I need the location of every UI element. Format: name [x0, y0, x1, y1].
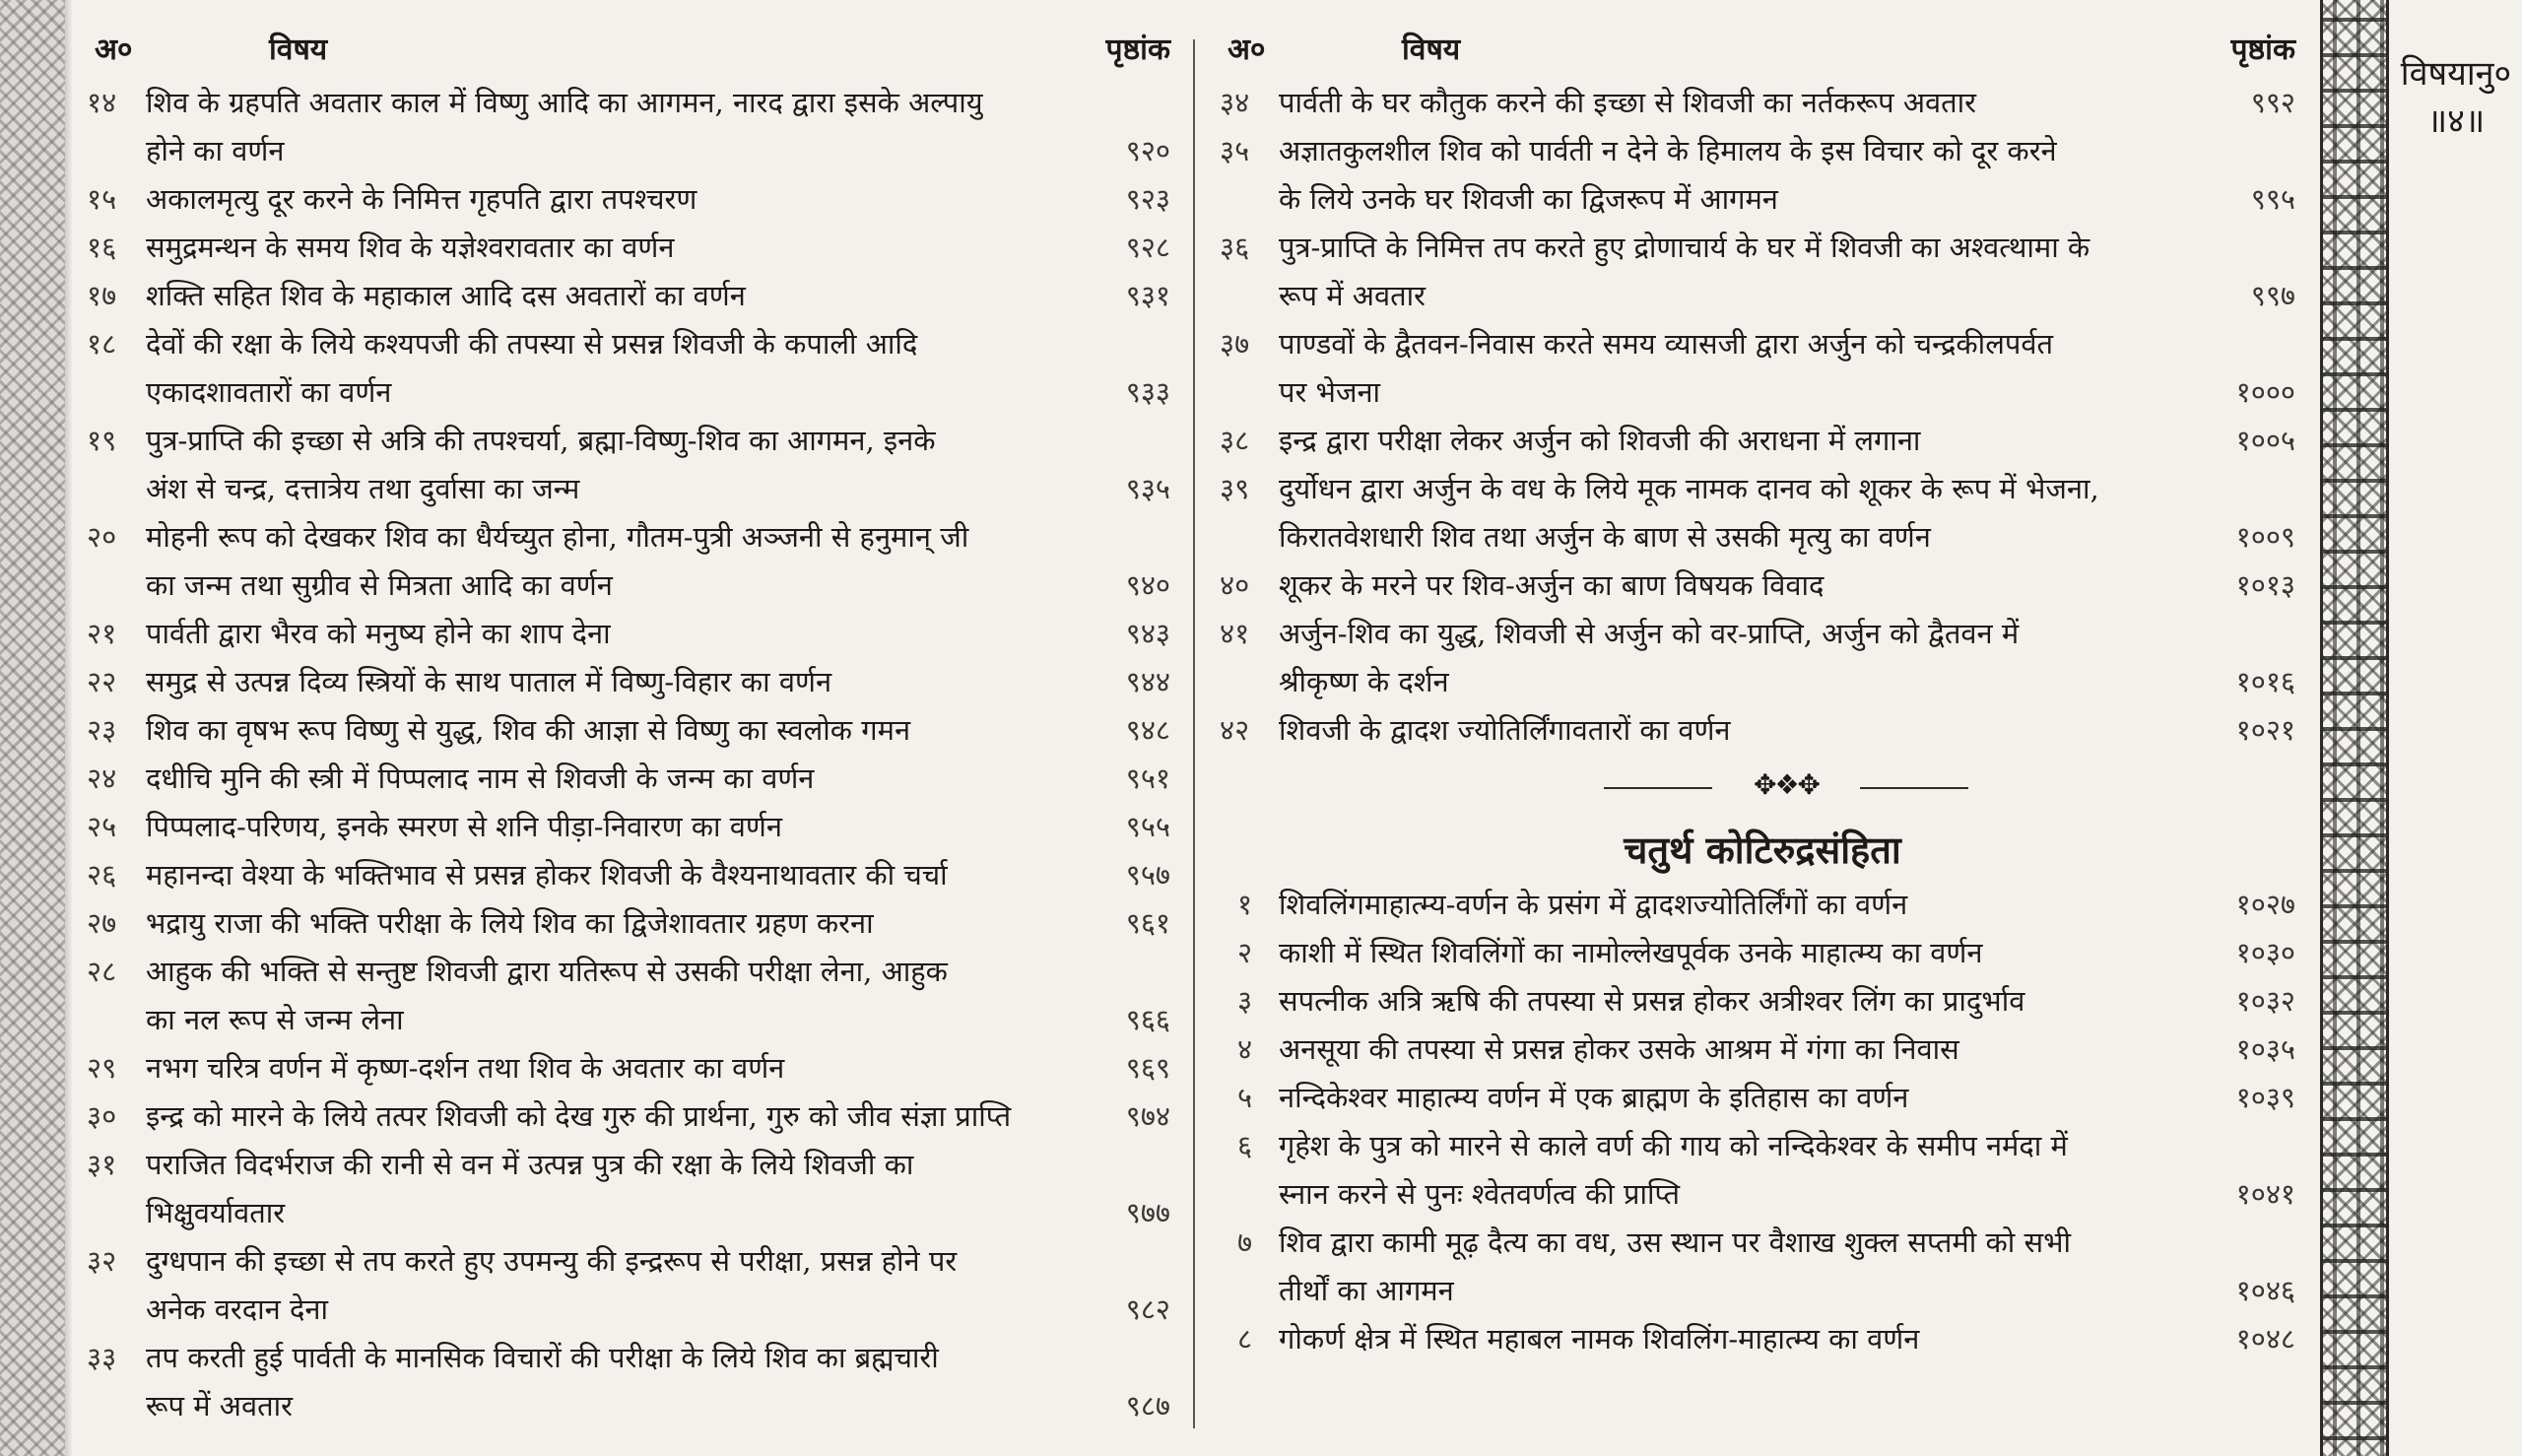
- header-chapter-label: अ०: [1228, 33, 1266, 67]
- toc-entry-page: ९९२: [2250, 86, 2295, 119]
- toc-entry-text: रूप में अवतार: [1279, 279, 1426, 312]
- toc-entry-number: ५: [1237, 1081, 1253, 1114]
- toc-entry-page: १०३०: [2235, 936, 2295, 969]
- toc-entry-number: २: [1237, 936, 1253, 969]
- toc-entry-number: २७: [87, 906, 117, 940]
- toc-entry-number: ३४: [1220, 86, 1250, 119]
- toc-entry-page: ९८७: [1125, 1389, 1170, 1423]
- toc-entry-number: ३८: [1220, 424, 1250, 457]
- toc-entry-page: १०३९: [2235, 1081, 2295, 1114]
- toc-entry: [87, 706, 1170, 755]
- toc-entry-page: ९५१: [1125, 761, 1170, 795]
- side-running-label: [2392, 51, 2520, 145]
- toc-entry-text: दुर्योधन द्वारा अर्जुन के वध के लिये मूक नामक दानव को शूकर के रूप में भेजना,: [1279, 472, 2099, 505]
- toc-entry-text: सपत्नीक अत्रि ऋषि की तपस्या से प्रसन्न होकर अत्रीश्वर लिंग का प्रादुर्भाव: [1279, 984, 2025, 1018]
- toc-entry: [87, 658, 1170, 706]
- toc-entry: [1220, 320, 2295, 417]
- toc-entry-text: श्रीकृष्ण के दर्शन: [1279, 665, 1449, 698]
- toc-entry-text: इन्द्र को मारने के लिये तत्पर शिवजी को देख गुरु की प्रार्थना, गुरु को जीव संज्ञा प्राप्ति: [146, 1099, 1012, 1133]
- toc-entry-number: २८: [87, 955, 117, 988]
- toc-entry: [1220, 881, 2295, 929]
- toc-entry-page: १०४१: [2235, 1177, 2295, 1211]
- toc-entry-text: पर भेजना: [1279, 375, 1381, 409]
- toc-entry-number: २९: [87, 1051, 117, 1085]
- toc-entry-number: २४: [87, 761, 117, 795]
- toc-entry-text: पिप्पलाद-परिणय, इनके स्मरण से शनि पीड़ा-निवारण का वर्णन: [146, 810, 782, 843]
- toc-entry-number: १८: [87, 327, 117, 361]
- toc-entry-number: २६: [87, 858, 117, 892]
- toc-entry: [1220, 1074, 2295, 1122]
- toc-entry-page: १०३२: [2235, 984, 2295, 1018]
- toc-entry: [1220, 1219, 2295, 1315]
- section-separator-ornament: [1220, 761, 2295, 820]
- toc-entry-text: अनेक वरदान देना: [146, 1292, 328, 1326]
- toc-entry-number: ३९: [1220, 472, 1250, 505]
- toc-entry-text: पार्वती के घर कौतुक करने की इच्छा से शिवजी का नर्तकरूप अवतार: [1279, 86, 1977, 119]
- toc-entry-number: ३६: [1220, 231, 1250, 264]
- toc-entry: [87, 175, 1170, 224]
- toc-entry-text: शूकर के मरने पर शिव-अर्जुन का बाण विषयक विवाद: [1279, 568, 1825, 602]
- toc-entry-page: १०२७: [2235, 888, 2295, 921]
- toc-entry-number: १९: [87, 424, 117, 457]
- toc-entry-text: भिक्षुवर्यावतार: [146, 1196, 286, 1229]
- toc-entry-text: शिव द्वारा कामी मूढ़ दैत्य का वध, उस स्थान पर वैशाख शुक्ल सप्तमी को सभी: [1279, 1225, 2071, 1259]
- toc-entry-page: ९६६: [1125, 1003, 1170, 1036]
- toc-entry-number: १७: [87, 279, 117, 312]
- toc-entry-text: आहुक की भक्ति से सन्तुष्ट शिवजी द्वारा यतिरूप से उसकी परीक्षा लेना, आहुक: [146, 955, 948, 988]
- toc-entry-text: देवों की रक्षा के लिये कश्यपजी की तपस्या से प्रसन्न शिवजी के कपाली आदि: [146, 327, 918, 361]
- toc-entry-text: अर्जुन-शिव का युद्ध, शिवजी से अर्जुन को वर-प्राप्ति, अर्जुन को द्वैतवन में: [1279, 617, 2020, 650]
- toc-entry-page: ९९५: [2250, 182, 2295, 216]
- toc-entry-text: अंश से चन्द्र, दत्तात्रेय तथा दुर्वासा का जन्म: [146, 472, 580, 505]
- toc-entry-page: ९२३: [1125, 182, 1170, 216]
- side-label-page-number: ॥४॥: [2426, 100, 2486, 141]
- header-subject-label: विषय: [1402, 33, 1461, 67]
- toc-entry: [87, 272, 1170, 320]
- toc-entry-page: ९३३: [1125, 375, 1170, 409]
- toc-entry-text: शिवलिंगमाहात्म्य-वर्णन के प्रसंग में द्वादशज्योतिर्लिंगों का वर्णन: [1279, 888, 1908, 921]
- toc-entry: [1220, 1122, 2295, 1219]
- toc-entry-page: १०००: [2235, 375, 2295, 409]
- toc-entry-text: शक्ति सहित शिव के महाकाल आदि दस अवतारों का वर्णन: [146, 279, 746, 312]
- toc-entry: [87, 1141, 1170, 1237]
- toc-entry-number: ४: [1237, 1032, 1253, 1066]
- ornament-rule-left: [1604, 787, 1712, 789]
- toc-entry: [1220, 562, 2295, 610]
- toc-entry-number: ३५: [1220, 134, 1250, 167]
- toc-entry: [87, 948, 1170, 1044]
- toc-entry-page: १०१६: [2235, 665, 2295, 698]
- toc-entry-text: इन्द्र द्वारा परीक्षा लेकर अर्जुन को शिवजी की अराधना में लगाना: [1279, 424, 1921, 457]
- toc-entry-page: ९७४: [1125, 1099, 1170, 1133]
- toc-entry-text: तीर्थों का आगमन: [1279, 1274, 1454, 1307]
- toc-entry-text: दुग्धपान की इच्छा से तप करते हुए उपमन्यु की इन्द्ररूप से परीक्षा, प्रसन्न होने पर: [146, 1244, 958, 1278]
- toc-entry-number: ४२: [1220, 713, 1250, 747]
- toc-entry-page: १०१३: [2235, 568, 2295, 602]
- toc-entry-text: का नल रूप से जन्म लेना: [146, 1003, 404, 1036]
- toc-entry-text: अनसूया की तपस्या से प्रसन्न होकर उसके आश्रम में गंगा का निवास: [1279, 1032, 1959, 1066]
- toc-entry-number: ८: [1237, 1322, 1253, 1356]
- section-title: चतुर्थ कोटिरुद्रसंहिता: [1624, 827, 1901, 872]
- toc-entry-page: ९३५: [1125, 472, 1170, 505]
- toc-entry: [1220, 465, 2295, 562]
- toc-entry-number: ६: [1237, 1129, 1253, 1162]
- toc-entry-text: अकालमृत्यु दूर करने के निमित्त गृहपति द्वारा तपश्चरण: [146, 182, 697, 216]
- toc-entry-number: ३०: [87, 1099, 117, 1133]
- toc-entry-number: १४: [87, 86, 117, 119]
- toc-entry: [1220, 706, 2295, 755]
- toc-entry-page: १०३५: [2235, 1032, 2295, 1066]
- toc-entry: [1220, 1026, 2295, 1074]
- toc-entry-number: २०: [87, 520, 117, 554]
- toc-entry-page: ९२८: [1125, 231, 1170, 264]
- toc-entry: [87, 224, 1170, 272]
- toc-entry-text: किरातवेशधारी शिव तथा अर्जुन के बाण से उसकी मृत्यु का वर्णन: [1279, 520, 1931, 554]
- toc-entry-text: दधीचि मुनि की स्त्री में पिप्पलाद नाम से शिवजी के जन्म का वर्णन: [146, 761, 815, 795]
- toc-entry-text: पाण्डवों के द्वैतवन-निवास करते समय व्यासजी द्वारा अर्जुन को चन्द्रकीलपर्वत: [1279, 327, 2053, 361]
- ornament-flourish-icon: ✥❖✥: [1753, 768, 1820, 801]
- toc-entry: [1220, 417, 2295, 465]
- right-column-header: [1220, 28, 2295, 67]
- toc-entry-number: ३१: [87, 1148, 117, 1181]
- toc-entry-text: भद्रायु राजा की भक्ति परीक्षा के लिये शिव का द्विजेशावतार ग्रहण करना: [146, 906, 874, 940]
- toc-entry: [87, 320, 1170, 417]
- toc-entry: [1220, 224, 2295, 320]
- toc-entry-page: ९४४: [1125, 665, 1170, 698]
- toc-entry: [1220, 929, 2295, 977]
- toc-entry: [87, 803, 1170, 851]
- header-subject-label: विषय: [269, 33, 328, 67]
- right-column: [1220, 0, 2295, 1456]
- toc-entry-number: १५: [87, 182, 117, 216]
- toc-entry-text: महानन्दा वेश्या के भक्तिभाव से प्रसन्न होकर शिवजी के वैश्यनाथावतार की चर्चा: [146, 858, 948, 892]
- toc-entry-text: एकादशावतारों का वर्णन: [146, 375, 392, 409]
- left-entry-list: [87, 79, 1170, 1430]
- toc-entry-text: का जन्म तथा सुग्रीव से मित्रता आदि का वर्णन: [146, 568, 613, 602]
- toc-entry: [1220, 127, 2295, 224]
- toc-entry-page: ९७७: [1125, 1196, 1170, 1229]
- toc-entry-text: रूप में अवतार: [146, 1389, 293, 1423]
- toc-entry-page: ९४०: [1125, 568, 1170, 602]
- toc-entry: [87, 755, 1170, 803]
- toc-entry: [87, 899, 1170, 948]
- right-decorative-border: [2320, 0, 2389, 1456]
- toc-entry: [87, 417, 1170, 513]
- toc-entry-text: अज्ञातकुलशील शिव को पार्वती न देने के हिमालय के इस विचार को दूर करने: [1279, 134, 2057, 167]
- toc-entry-text: पुत्र-प्राप्ति की इच्छा से अत्रि की तपश्चर्या, ब्रह्मा-विष्णु-शिव का आगमन, इनके: [146, 424, 936, 457]
- toc-entry: [1220, 610, 2295, 706]
- toc-entry-text: पुत्र-प्राप्ति के निमित्त तप करते हुए द्रोणाचार्य के घर में शिवजी का अश्वत्थामा के: [1279, 231, 2091, 264]
- toc-entry-page: ९६९: [1125, 1051, 1170, 1085]
- toc-entry-number: ७: [1237, 1225, 1253, 1259]
- toc-entry-text: शिवजी के द्वादश ज्योतिर्लिंगावतारों का वर्णन: [1279, 713, 1731, 747]
- toc-entry-page: ९२०: [1125, 134, 1170, 167]
- toc-entry: [87, 1334, 1170, 1430]
- toc-entry-page: ९९७: [2250, 279, 2295, 312]
- toc-entry-number: १६: [87, 231, 117, 264]
- toc-entry-number: १: [1237, 888, 1253, 921]
- toc-entry-text: स्नान करने से पुनः श्वेतवर्णत्व की प्राप्ति: [1279, 1177, 1680, 1211]
- toc-entry: [87, 79, 1170, 175]
- toc-entry-number: ३७: [1220, 327, 1250, 361]
- toc-entry-text: गृहेश के पुत्र को मारने से काले वर्ण की गाय को नन्दिकेश्वर के समीप नर्मदा में: [1279, 1129, 2068, 1162]
- toc-entry: [1220, 79, 2295, 127]
- toc-entry-page: ९८२: [1125, 1292, 1170, 1326]
- header-page-label: पृष्ठांक: [2230, 33, 2295, 67]
- toc-entry-number: ३३: [87, 1341, 117, 1374]
- side-label-title: विषयानु०: [2400, 54, 2512, 94]
- toc-entry-text: शिव के ग्रहपति अवतार काल में विष्णु आदि का आगमन, नारद द्वारा इसके अल्पायु: [146, 86, 983, 119]
- left-column-header: [87, 28, 1170, 67]
- toc-entry-text: नन्दिकेश्वर माहात्म्य वर्णन में एक ब्राह्मण के इतिहास का वर्णन: [1279, 1081, 1909, 1114]
- toc-entry-number: २२: [87, 665, 117, 698]
- right-entry-list: [1220, 79, 2295, 755]
- toc-entry: [1220, 1315, 2295, 1363]
- toc-entry-page: १००९: [2235, 520, 2295, 554]
- toc-entry-text: मोहनी रूप को देखकर शिव का धैर्यच्युत होना, गौतम-पुत्री अञ्जनी से हनुमान् जी: [146, 520, 969, 554]
- toc-entry-page: ९३१: [1125, 279, 1170, 312]
- toc-entry: [87, 513, 1170, 610]
- toc-entry-page: ९६१: [1125, 906, 1170, 940]
- column-divider: [1193, 39, 1195, 1428]
- toc-entry-number: ३२: [87, 1244, 117, 1278]
- toc-entry-page: १०४८: [2235, 1322, 2295, 1356]
- left-column: [87, 0, 1170, 1456]
- toc-entry-number: २५: [87, 810, 117, 843]
- toc-entry-text: तप करती हुई पार्वती के मानसिक विचारों की परीक्षा के लिये शिव का ब्रह्मचारी: [146, 1341, 939, 1374]
- toc-entry-page: ९५७: [1125, 858, 1170, 892]
- section-entry-list: [1220, 881, 2295, 1363]
- left-decorative-border: [0, 0, 73, 1456]
- toc-entry-number: ४०: [1220, 568, 1250, 602]
- toc-entry-number: ४१: [1220, 617, 1250, 650]
- toc-entry: [87, 851, 1170, 899]
- toc-entry-number: २३: [87, 713, 117, 747]
- ornament-rule-right: [1860, 787, 1968, 789]
- toc-entry-page: १०२१: [2235, 713, 2295, 747]
- toc-entry-page: ९४३: [1125, 617, 1170, 650]
- toc-entry-page: १०४६: [2235, 1274, 2295, 1307]
- toc-entry-text: गोकर्ण क्षेत्र में स्थित महाबल नामक शिवलिंग-माहात्म्य का वर्णन: [1279, 1322, 1920, 1356]
- toc-entry-text: काशी में स्थित शिवलिंगों का नामोल्लेखपूर्वक उनके माहात्म्य का वर्णन: [1279, 936, 1983, 969]
- toc-entry-page: ९५५: [1125, 810, 1170, 843]
- toc-entry: [87, 1092, 1170, 1141]
- toc-entry: [1220, 977, 2295, 1026]
- toc-entry-text: समुद्र से उत्पन्न दिव्य स्त्रियों के साथ पाताल में विष्णु-विहार का वर्णन: [146, 665, 832, 698]
- toc-entry-number: २१: [87, 617, 117, 650]
- header-chapter-label: अ०: [95, 33, 133, 67]
- header-page-label: पृष्ठांक: [1105, 33, 1170, 67]
- toc-entry-text: शिव का वृषभ रूप विष्णु से युद्ध, शिव की आज्ञा से विष्णु का स्वलोक गमन: [146, 713, 911, 747]
- toc-entry-text: नभग चरित्र वर्णन में कृष्ण-दर्शन तथा शिव के अवतार का वर्णन: [146, 1051, 785, 1085]
- toc-entry-text: होने का वर्णन: [146, 134, 285, 167]
- toc-entry-text: के लिये उनके घर शिवजी का द्विजरूप में आगमन: [1279, 182, 1778, 216]
- toc-entry: [87, 610, 1170, 658]
- toc-entry: [87, 1044, 1170, 1092]
- toc-entry: [87, 1237, 1170, 1334]
- toc-entry-text: समुद्रमन्थन के समय शिव के यज्ञेश्वरावतार का वर्णन: [146, 231, 675, 264]
- right-entries-wrapper: [1220, 79, 2295, 1363]
- toc-entry-page: १००५: [2235, 424, 2295, 457]
- toc-entry-text: पार्वती द्वारा भैरव को मनुष्य होने का शाप देना: [146, 617, 611, 650]
- toc-entry-text: पराजित विदर्भराज की रानी से वन में उत्पन्न पुत्र की रक्षा के लिये शिवजी का: [146, 1148, 914, 1181]
- toc-entry-page: ९४८: [1125, 713, 1170, 747]
- toc-entry-number: ३: [1237, 984, 1253, 1018]
